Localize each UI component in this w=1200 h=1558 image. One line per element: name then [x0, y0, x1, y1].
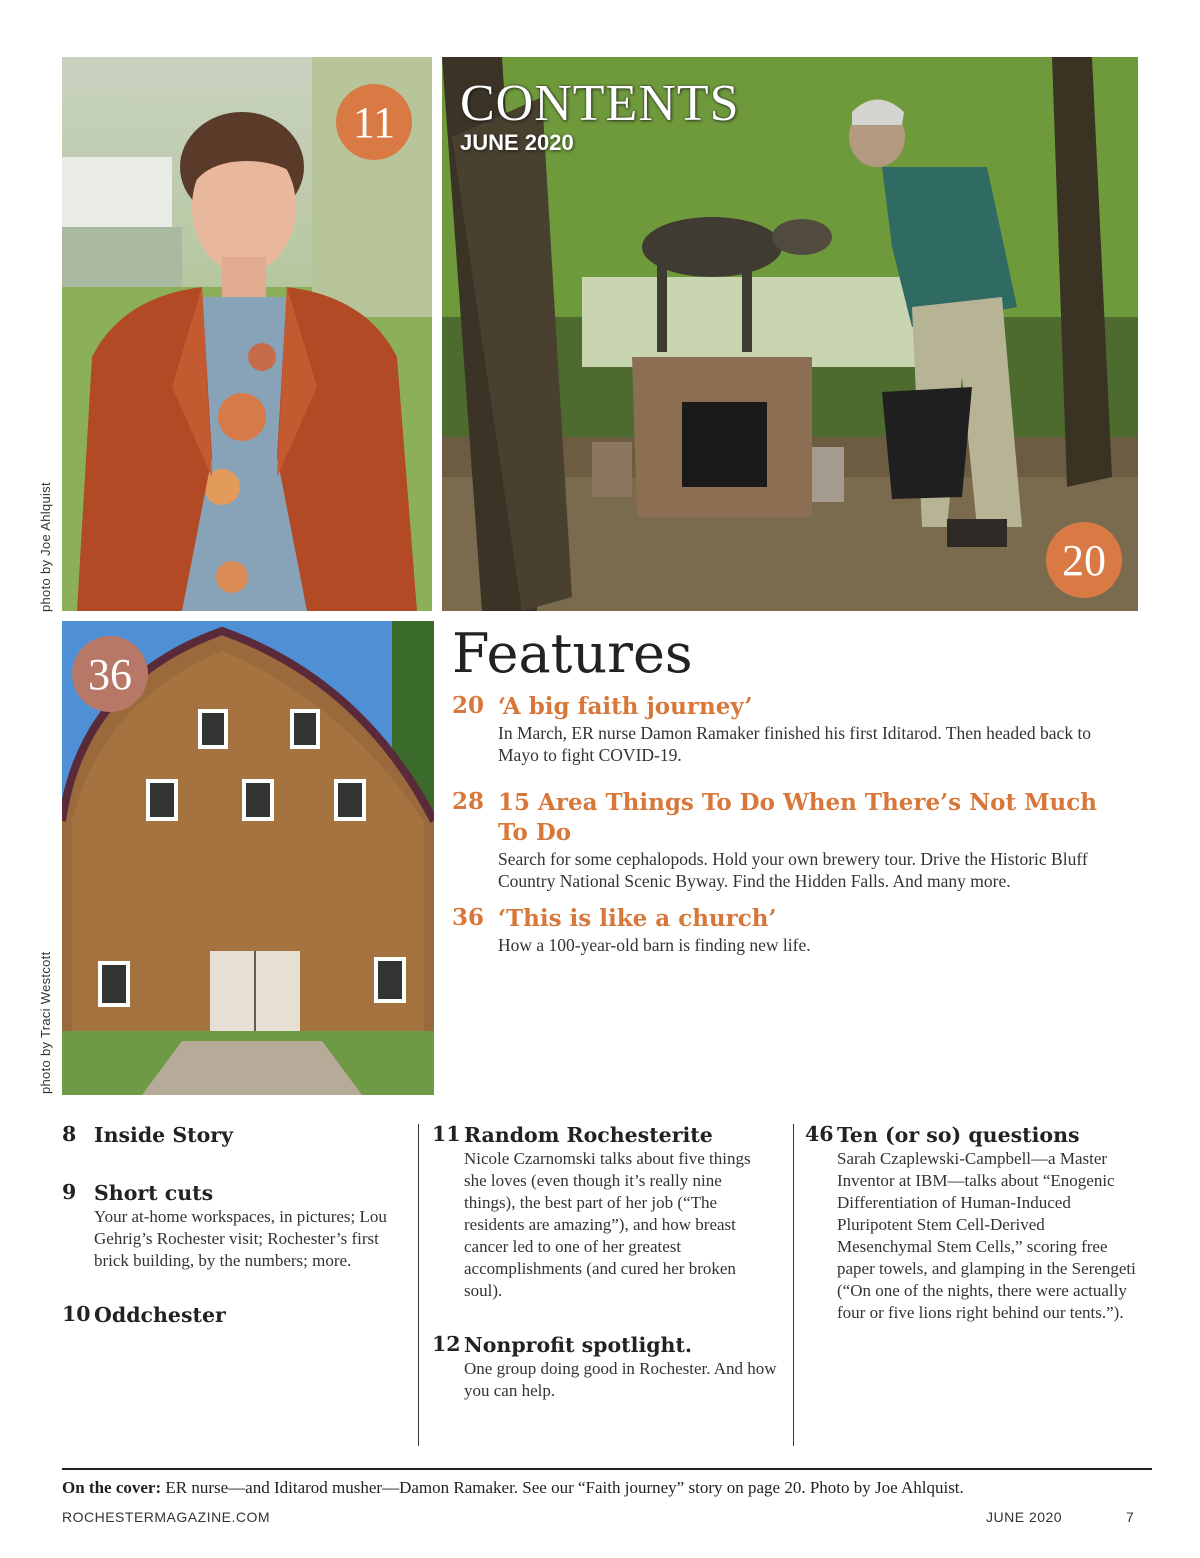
- department-page-number: 9: [62, 1180, 77, 1204]
- feature-title[interactable]: 15 Area Things To Do When There’s Not Much To Do: [498, 789, 1097, 846]
- column-divider: [793, 1124, 794, 1446]
- department-description: Nicole Czarnomski talks about five things she loves (even though it’s really nine things), the best part of her job (“The residents are amazing”), and how breast cancer led to one of her greatest accomplishments (and cured her broken soul).: [464, 1149, 751, 1300]
- department-page-number: 11: [432, 1122, 461, 1146]
- feature-description: How a 100-year-old barn is finding new life.: [498, 935, 811, 955]
- department-item-10[interactable]: [62, 1302, 412, 1328]
- department-title[interactable]: Random Rochesterite: [464, 1123, 713, 1147]
- contents-title: CONTENTS: [460, 75, 740, 132]
- feature-page-number: 36: [452, 904, 485, 931]
- feature-item-28[interactable]: [452, 788, 1152, 892]
- department-description: One group doing good in Rochester. And how you can help.: [464, 1359, 777, 1400]
- department-item-12[interactable]: [432, 1332, 782, 1402]
- department-title[interactable]: Ten (or so) questions: [837, 1123, 1080, 1147]
- column-divider: [418, 1124, 419, 1446]
- department-title[interactable]: Inside Story: [94, 1123, 233, 1147]
- page-badge-20[interactable]: 20: [1046, 522, 1122, 598]
- cover-note-text: ER nurse—and Iditarod musher—Damon Ramaker. See our “Faith journey” story on page 20. Photo by Joe Ahlquist.: [161, 1478, 964, 1497]
- feature-item-20[interactable]: [452, 692, 1152, 766]
- footer-rule: [62, 1468, 1152, 1470]
- photo-credit-barn: photo by Traci Westcott: [38, 951, 53, 1094]
- department-page-number: 12: [432, 1332, 461, 1356]
- department-item-9[interactable]: [62, 1180, 412, 1272]
- feature-title[interactable]: ‘A big faith journey’: [498, 693, 753, 720]
- feature-title[interactable]: ‘This is like a church’: [498, 905, 777, 932]
- site-url[interactable]: ROCHESTERMAGAZINE.COM: [62, 1509, 271, 1525]
- feature-page-number: 28: [452, 788, 485, 815]
- department-description: Sarah Czaplewski-Campbell—a Master Inventor at IBM—talks about “Enogenic Differentiation of Human-Induced Pluripotent Stem Cell-Derived Mesenchymal Stem Cells,” scoring free paper towels, and glamping in the Serengeti (“On one of the nights, there were actually four or five lions right behind our tents.”).: [837, 1149, 1136, 1322]
- page-badge-11[interactable]: 11: [336, 84, 412, 160]
- department-page-number: 10: [62, 1302, 91, 1326]
- department-item-46[interactable]: [805, 1122, 1145, 1324]
- department-item-11[interactable]: [432, 1122, 782, 1302]
- features-heading: Features: [452, 622, 693, 685]
- page-number: 7: [1126, 1509, 1135, 1525]
- feature-description: In March, ER nurse Damon Ramaker finished his first Iditarod. Then headed back to Mayo to fight COVID-19.: [498, 723, 1092, 765]
- cover-note-label: On the cover:: [62, 1478, 162, 1497]
- department-title[interactable]: Nonprofit spotlight.: [464, 1333, 693, 1357]
- photo-credit-portrait: photo by Joe Ahlquist: [38, 482, 53, 612]
- department-title[interactable]: Oddchester: [94, 1303, 226, 1327]
- footer-issue-date: JUNE 2020: [986, 1509, 1063, 1525]
- cover-note: [62, 1478, 964, 1498]
- feature-item-36[interactable]: [452, 904, 1152, 956]
- department-description: Your at-home workspaces, in pictures; Lou Gehrig’s Rochester visit; Rochester’s first brick building, by the numbers; more.: [94, 1207, 387, 1270]
- page-badge-36[interactable]: 36: [72, 636, 148, 712]
- department-page-number: 8: [62, 1122, 77, 1146]
- feature-page-number: 20: [452, 692, 485, 719]
- department-item-8[interactable]: [62, 1122, 412, 1148]
- issue-date: JUNE 2020: [460, 130, 574, 155]
- department-page-number: 46: [805, 1122, 834, 1146]
- department-title[interactable]: Short cuts: [94, 1181, 214, 1205]
- feature-description: Search for some cephalopods. Hold your own brewery tour. Drive the Historic Bluff Country National Scenic Byway. Find the Hidden Falls. And many more.: [498, 849, 1088, 891]
